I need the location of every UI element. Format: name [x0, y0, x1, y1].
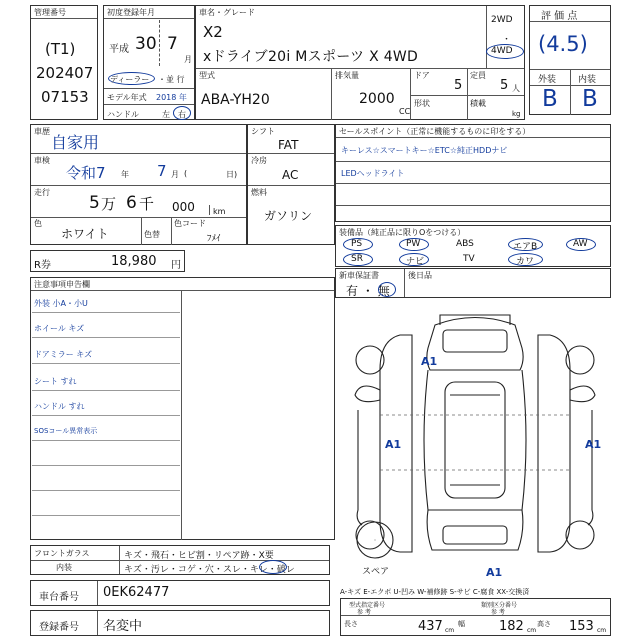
registration-month: 7 [167, 34, 178, 54]
dimensions-box [340, 598, 611, 636]
spare-label: スペア [362, 567, 390, 577]
evaluation-box [529, 5, 611, 115]
note-6: SOSコール異常表示 [34, 427, 98, 435]
shaken-day-unit: 日) [226, 170, 238, 179]
evaluation-score: (4.5) [538, 32, 588, 56]
load-unit: kg [512, 110, 521, 118]
fuel-value: ガソリン [264, 209, 313, 223]
usage-label: 車歴 [34, 127, 50, 136]
color-value: ホワイト [61, 227, 109, 241]
interior-condition-value: キズ・汚レ・コゲ・穴・スレ・キレ・破レ [124, 565, 295, 575]
regno-label: 登録番号 [39, 622, 79, 633]
notes-label: 注意事項申告欄 [34, 280, 90, 289]
shape-label: 形状 [414, 99, 430, 108]
equip-sr: SR [351, 254, 363, 264]
mileage-sen-unit: 千 [139, 195, 155, 213]
equip-tv: TV [463, 254, 475, 264]
capacity-value: 5 [500, 78, 509, 93]
capacity-label: 定員 [470, 71, 486, 80]
usage-value: 自家用 [51, 133, 100, 152]
warranty-box [335, 268, 611, 298]
history-box [30, 124, 247, 245]
shift-label: シフト [251, 127, 275, 136]
chassis-value: 0EK62477 [103, 585, 170, 600]
equip-navi: ナビ [406, 257, 425, 267]
shift-value: FAT [278, 138, 299, 152]
later-items-label: 後日品 [408, 271, 432, 280]
cc-unit: CC [399, 107, 411, 116]
tax-label: R券 [34, 260, 51, 271]
warranty-full-value [336, 269, 340, 270]
width-value: 182 [499, 619, 524, 634]
dim-ref-2: 参 考 [491, 609, 505, 616]
length-unit: cm [445, 627, 455, 634]
spec-box [247, 124, 335, 245]
car-name-box [195, 5, 525, 120]
equip-pw: PW [406, 239, 421, 249]
load-label: 積載 [470, 99, 486, 108]
dim-label-2: 類別区分番号 [481, 602, 518, 609]
management-number-2: 07153 [41, 88, 89, 106]
handle-left: 左 [162, 110, 170, 119]
equip-abs: ABS [456, 239, 474, 249]
damage-legend: A-キズ E-エクボ U-凹み W-補修跡 S-サビ C-腐食 XX-交換済 [340, 588, 530, 596]
note-1: 外装 小A・小U [34, 299, 88, 308]
damage-mark-left-front: A1 [421, 355, 438, 368]
handle-label: ハンドル [107, 110, 139, 119]
shaken-day-open: ( [184, 169, 188, 178]
shaken-label: 車検 [34, 156, 50, 165]
color-code-value: ﾌﾒｲ [207, 234, 221, 244]
length-label: 長さ [344, 620, 358, 628]
warranty-no-circle [378, 282, 396, 297]
model-year-label: モデル年式 [107, 93, 147, 102]
mileage-man-unit: 万 [101, 195, 117, 213]
exterior-grade: B [542, 86, 558, 112]
mileage-sen: 6 [126, 193, 137, 213]
car-grade: xドライブ20i Mスポーツ X 4WD [203, 49, 419, 65]
registration-year: 30 [135, 34, 157, 54]
front-glass-box [30, 545, 330, 575]
handle-right: 右 [178, 110, 186, 119]
capacity-unit: 人 [512, 84, 520, 93]
warranty-no: 無 [377, 284, 390, 298]
car-top-outline [427, 318, 523, 371]
car-name: X2 [203, 23, 223, 41]
mileage-rest: 000 [172, 200, 195, 214]
width-label: 幅 [458, 620, 465, 628]
shaken-year-unit: 年 [121, 170, 129, 179]
chassis-box [30, 580, 330, 606]
sales-point-line-2: LEDヘッドライト [341, 169, 405, 178]
equip-aw: AW [573, 239, 588, 249]
sales-point-label: セールスポイント（正常に機能するものに印をする） [339, 127, 531, 136]
registration-box [103, 5, 195, 120]
equipment-label: 装備品（純正品に限りOをつける） [339, 228, 466, 237]
exterior-label: 外装 [538, 75, 557, 85]
mileage-man: 5 [89, 193, 100, 213]
front-glass-value: キズ・飛石・ヒビ割・リペア跡・X要 [124, 551, 274, 561]
type-value: ABA-YH20 [201, 92, 270, 108]
chassis-label: 車台番号 [39, 592, 79, 603]
registration-month-unit: 月 [184, 55, 192, 64]
note-4: シート すれ [34, 377, 77, 386]
warranty-label: 新車保証書 [339, 271, 379, 280]
damage-mark-right-side: A1 [585, 438, 602, 451]
management-box [30, 5, 98, 120]
equip-airbag: エアB [513, 242, 538, 252]
height-value: 153 [569, 619, 594, 634]
parallel-label: ・並 行 [158, 75, 185, 84]
two-wd: 2WD [491, 15, 513, 25]
fuel-label: 燃料 [251, 188, 267, 197]
damage-mark-left-side: A1 [385, 438, 402, 451]
equip-leather: カワ [516, 257, 535, 267]
car-name-label: 車名・グレード [199, 8, 255, 17]
dim-ref-1: 参 考 [357, 609, 371, 616]
tax-value: 18,980 [111, 254, 157, 269]
regno-value: 名変中 [103, 619, 143, 634]
ac-label: 冷房 [251, 156, 267, 165]
car-right-side [538, 335, 570, 552]
interior-grade: B [582, 86, 598, 112]
color-change-label: 色替 [144, 230, 160, 239]
tax-box [30, 250, 185, 272]
width-unit: cm [527, 627, 537, 634]
interior-sure-circle [259, 560, 287, 574]
note-5: ハンドル すれ [34, 402, 85, 411]
interior-condition-label: 内装 [56, 563, 72, 572]
car-diagram [340, 300, 610, 580]
mileage-label: 走行 [34, 188, 50, 197]
ac-value: AC [282, 168, 299, 182]
warranty-yes: 有 [346, 284, 359, 298]
cc-value: 2000 [359, 91, 395, 107]
dim-label-1: 型式指定番号 [349, 602, 386, 609]
front-glass-label: フロントガラス [34, 549, 90, 558]
shaken-era: 令和7 [66, 164, 106, 182]
shaken-month-unit: 月 [171, 170, 179, 179]
note-2: ホイール キズ [34, 324, 85, 333]
interior-label: 内装 [578, 75, 597, 85]
model-year-value: 2018 年 [156, 93, 187, 102]
management-number-1: 202407 [36, 64, 94, 82]
registration-era: 平成 [109, 44, 129, 55]
equipment-box [335, 225, 611, 267]
shaken-month: 7 [157, 162, 167, 180]
height-label: 高さ [537, 620, 551, 628]
note-3: ドアミラー キズ [34, 350, 93, 359]
equip-ps: PS [351, 239, 363, 249]
dealer-label: ディーラー [110, 75, 150, 84]
door-value: 5 [454, 78, 463, 93]
four-wd: 4WD [491, 46, 513, 56]
mileage-unit: km [213, 207, 226, 216]
damage-mark-rear: A1 [486, 566, 503, 579]
door-label: ドア [414, 71, 430, 80]
height-unit: cm [597, 627, 607, 634]
car-body-outline [424, 370, 526, 510]
length-value: 437 [418, 619, 443, 634]
management-label: 管理番号 [34, 8, 66, 17]
type-label: 型式 [199, 71, 215, 80]
evaluation-label: 評 価 点 [541, 11, 578, 22]
sales-point-box [335, 124, 611, 222]
warranty-separator: ・ [361, 284, 374, 298]
management-t1: (T1) [45, 40, 76, 58]
tax-unit: 円 [171, 260, 181, 271]
color-code-label: 色コード [174, 219, 206, 228]
color-label: 色 [34, 219, 42, 228]
regno-box [30, 610, 330, 636]
sales-point-line-1: キーレス☆スマートキー☆ETC☆純正HDDナビ [341, 146, 508, 155]
cc-label: 排気量 [335, 71, 359, 80]
wd-separator: ・ [502, 35, 512, 45]
registration-label: 初度登録年月 [107, 8, 155, 17]
